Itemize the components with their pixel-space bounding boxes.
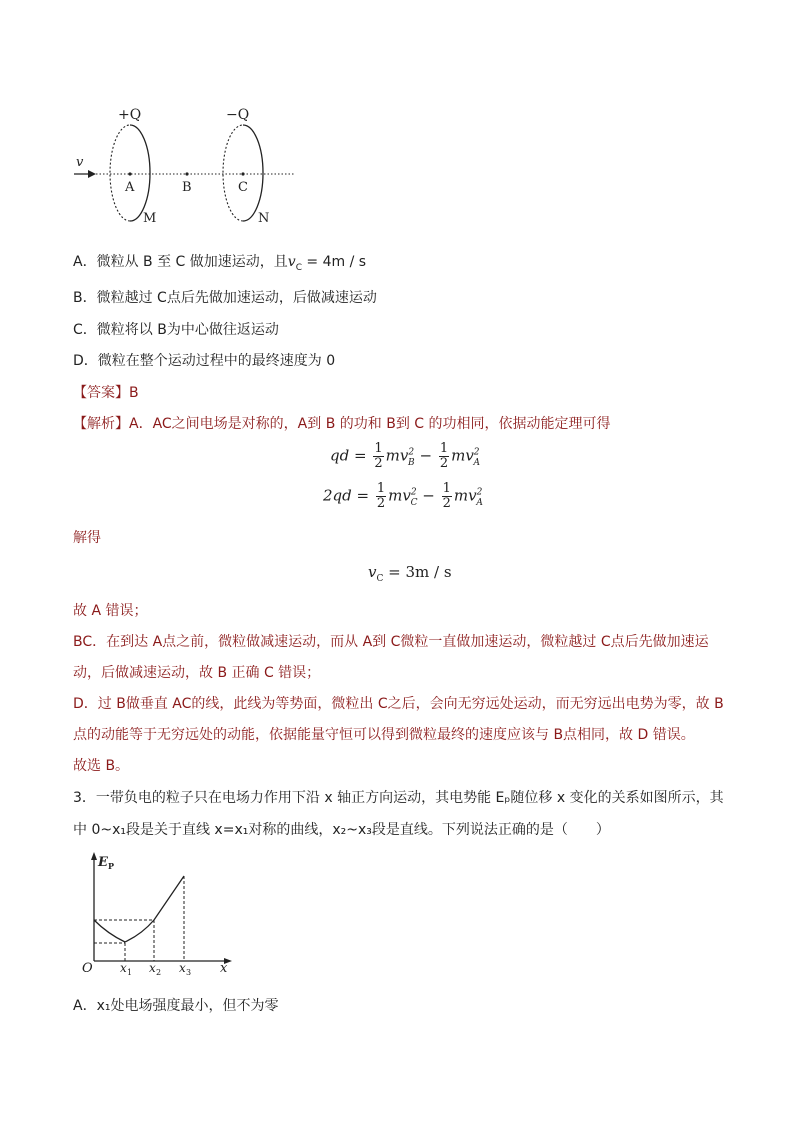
label-m: M [143,211,157,226]
equation-1: qd = $\frac{1}{2}$ $mv^2_B$ − $\frac{1}{2}$ $mv^2_A$ [330,441,481,471]
eq1-frac1-num: 1 [374,441,383,456]
ring-m-front [130,125,150,221]
graph-label-x3-sub: 3 [186,968,192,976]
eq1-sub1: B [408,457,415,468]
y-axis-arrow [91,852,97,860]
graph-label-x1: x [120,961,127,975]
graph-label-x2-sub: 2 [156,968,162,976]
option-b: B．微粒越过 C点后先做加速运动，后做减速运动 [73,290,377,306]
eq3-sub: C [376,574,384,584]
analysis-d-2: 点的动能等于无穷远处的动能，依据能量守恒可以得到微粒最终的速度应该与 B点相同，故 D 错误。 [73,727,695,743]
analysis-label: 【解析】 [73,416,129,432]
eq2-frac1-den: 2 [376,496,386,511]
label-minus-q: −Q [226,107,250,123]
ring-m-back [110,125,130,221]
ep-x-graph [78,848,238,976]
point-a [128,172,131,175]
final-choice: 故选 B。 [73,758,130,774]
eq1-sub2: A [473,457,481,468]
eq1-frac2-num: 1 [439,441,449,456]
eq2-frac-1 [376,482,386,511]
eq1-term2: mv [451,446,474,465]
point-c [241,172,244,175]
answer-label: 【答案】B [73,385,139,401]
eq1-minus: − [419,446,433,465]
graph-label-x1-sub: 1 [127,968,133,976]
conclusion-a: 故 A 错误； [73,603,148,619]
label-v: v [76,155,84,170]
eq1-term1: mv [385,446,409,465]
eq2-frac1-num: 1 [376,481,386,496]
graph-label-x3: x [179,961,186,975]
analysis-d-1: D．过 B做垂直 AC的线，此线为等势面，微粒出 C之后，会向无穷远处运动，而无穷远出电势为零，故 B [73,696,724,712]
label-b: B [182,180,192,195]
graph-label-o: O [82,961,93,976]
equation-2: 2qd = $\frac{1}{2}$ $mv^2_C$ − $\frac{1}{2}$ $mv^2_A$ [323,481,483,511]
label-c: C [238,180,248,195]
analysis-line-1 [73,414,611,434]
eq1-lhs: qd = [330,446,367,465]
solve-label: 解得 [73,530,101,546]
velocity-arrow-head [88,170,96,178]
graph-label-ep-sub: P [108,861,115,871]
eq2-frac2-num: 1 [442,481,451,496]
option-c: C．微粒将以 B为中心做往返运动 [73,322,279,338]
eq2-term1: mv [388,486,411,505]
eq3-v: v [368,563,377,581]
ring-n-front [243,125,263,221]
eq2-frac-2 [442,482,452,511]
analysis-bc-2: 动，后做减速运动，故 B 正确 C 错误； [73,665,321,681]
ring-n-back [223,125,243,221]
option-d: D．微粒在整个运动过程中的最终速度为 0 [73,353,336,369]
label-a: A [125,180,135,195]
eq1-frac-1 [373,442,383,471]
label-plus-q: +Q [118,107,142,123]
point-b [185,172,188,175]
graph-label-x2: x [149,961,156,975]
option-a [73,252,366,278]
label-n: N [258,211,270,226]
analysis-text-1: A．AC之间电场是对称的，A到 B 的功和 B到 C 的功相同，依据动能定理可得 [129,416,611,432]
equation-3 [368,563,452,584]
eq3-rest: = 3m / s [383,563,452,581]
question-3-line-1: 3．一带负电的粒子只在电场力作用下沿 x 轴正方向运动，其电势能 Eₚ随位移 x 变化的关系如图所示，其 [73,790,724,806]
eq1-frac1-den: 2 [374,456,383,471]
eq2-lhs: 2qd = [323,486,370,505]
option-a-sub: C [295,262,302,273]
eq2-term2: mv [453,486,477,505]
analysis-bc-1: BC．在到达 A点之前，微粒做减速运动，而从 A到 C微粒一直做加速运动，微粒越过 C点后先做加速运 [73,634,709,650]
ep-curve [94,876,184,942]
graph-label-ep: E [98,855,108,870]
eq2-frac2-den: 2 [442,496,451,511]
eq2-sub2: A [476,497,483,508]
option-a-rest: = 4m / s [301,254,367,270]
question-3-line-2: 中 0~x₁段是关于直线 x=x₁对称的曲线，x₂~x₃段是直线。下列说法正确的是（ ） [73,822,610,838]
option-a-text: A．微粒从 B 至 C 做加速运动，且 [73,254,288,270]
eq2-sub1: C [410,497,418,508]
eq2-minus: − [422,486,435,505]
question-3-option-a: A．x₁处电场强度最小，但不为零 [73,998,279,1014]
graph-label-x: x [220,961,228,976]
eq1-frac2-den: 2 [439,456,449,471]
ring-charge-figure [60,100,320,230]
option-a-v: v [287,254,296,270]
eq1-frac-2 [439,442,449,471]
